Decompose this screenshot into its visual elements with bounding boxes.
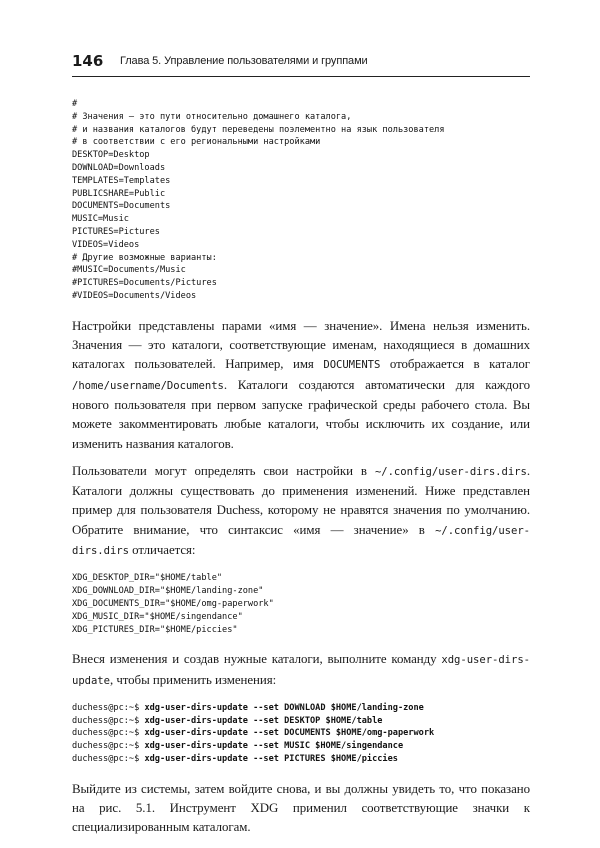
code-line: XDG_PICTURES_DIR="$HOME/piccies" [72, 624, 238, 635]
text: отличается: [128, 543, 196, 558]
code-line: TEMPLATES=Templates [72, 175, 171, 186]
code-line: # в соответствии с его региональными настройками [72, 137, 321, 148]
inline-code: xdg-user-dirs-update [72, 654, 530, 687]
shell-prompt: duchess@pc:~$ [72, 741, 145, 752]
shell-command: xdg-user-dirs-update --set MUSIC $HOME/singendance [144, 741, 404, 752]
text: , чтобы применить изменения: [109, 672, 277, 687]
terminal-line [72, 727, 530, 740]
shell-command: xdg-user-dirs-update --set PICTURES $HOME/piccies [144, 754, 398, 765]
code-line: XDG_DOWNLOAD_DIR="$HOME/landing-zone" [72, 586, 264, 597]
code-line: DOCUMENTS=Documents [72, 201, 171, 212]
inline-code: ~/.config/user-dirs.dirs [374, 465, 527, 478]
code-line: # Другие возможные варианты: [72, 252, 217, 263]
inline-code: /home/username/Documents [72, 379, 224, 392]
code-line: #MUSIC=Documents/Music [72, 265, 186, 276]
text: Внеся изменения и создав нужные каталоги, выполните команду [72, 652, 442, 667]
code-line: XDG_DESKTOP_DIR="$HOME/table" [72, 573, 223, 584]
shell-command: xdg-user-dirs-update --set DESKTOP $HOME/table [144, 715, 383, 726]
code-line: #PICTURES=Documents/Pictures [72, 278, 217, 289]
shell-command: xdg-user-dirs-update --set DOCUMENTS $HOME/omg-paperwork [144, 728, 435, 739]
terminal-line [72, 702, 530, 715]
page-content [72, 98, 530, 838]
code-line: MUSIC=Music [72, 214, 129, 225]
text: . Каталоги должны существовать до применения изменений. Ниже представлен пример для пользователя Duchess, которому не нравятся значения по умолчанию. Обратите внимание, что синтаксис «имя — значение» в [72, 463, 530, 537]
paragraph-settings-pairs [72, 317, 530, 454]
terminal-line [72, 715, 530, 728]
code-line: VIDEOS=Videos [72, 239, 140, 250]
code-line: DESKTOP=Desktop [72, 150, 150, 161]
inline-code: ~/.config/user-dirs.dirs [72, 524, 530, 558]
text: . Каталоги создаются автоматически для каждого нового пользователя при первом запуске графической среды рабочего стола. Вы можете закомментировать любые каталоги, чтобы исключить их создание, или изменить названия каталогов. [72, 377, 530, 451]
code-line: PICTURES=Pictures [72, 226, 160, 237]
code-block-user-dirs-defaults [72, 98, 530, 303]
text: Пользователи могут определять свои настройки в [72, 463, 375, 478]
text: отображается в каталог [380, 357, 530, 372]
text: Настройки представлены парами «имя — значение». Имена нельзя изменить. Значения — это каталоги, соответствующие именам, находящиеся в домашних каталогах пользователей. Например, имя [72, 318, 530, 372]
code-block-xdg-config [72, 572, 530, 636]
terminal-line [72, 740, 530, 753]
code-line: #VIDEOS=Documents/Videos [72, 290, 197, 301]
page-header [72, 50, 530, 77]
code-block-terminal-commands [72, 702, 530, 766]
paragraph-user-config [72, 462, 530, 561]
shell-command: xdg-user-dirs-update --set DOWNLOAD $HOME/landing-zone [144, 702, 424, 713]
code-line: XDG_DOCUMENTS_DIR="$HOME/omg-paperwork" [72, 598, 274, 609]
paragraph-apply-changes [72, 650, 530, 691]
code-line: PUBLICSHARE=Public [72, 188, 166, 199]
code-line: # [72, 99, 78, 109]
shell-prompt: duchess@pc:~$ [72, 754, 145, 765]
page-number: 146 [72, 52, 104, 70]
shell-prompt: duchess@pc:~$ [72, 728, 145, 739]
shell-prompt: duchess@pc:~$ [72, 702, 145, 713]
shell-prompt: duchess@pc:~$ [72, 715, 145, 726]
code-line: XDG_MUSIC_DIR="$HOME/singendance" [72, 611, 243, 622]
paragraph-logout-result: Выйдите из системы, затем войдите снова, и вы должны увидеть то, что показано на рис. 5.1. Инструмент XDG применил соответствующие значки к специализированным каталогам. [72, 781, 530, 835]
code-line: # Значения – это пути относительно домашнего каталога, [72, 111, 352, 122]
chapter-title: Глава 5. Управление пользователями и группами [120, 55, 368, 67]
code-line: DOWNLOAD=Downloads [72, 162, 166, 173]
inline-code: DOCUMENTS [323, 359, 381, 372]
code-line: # и названия каталогов будут переведены поэлементно на язык пользователя [72, 124, 445, 135]
terminal-line [72, 753, 530, 766]
